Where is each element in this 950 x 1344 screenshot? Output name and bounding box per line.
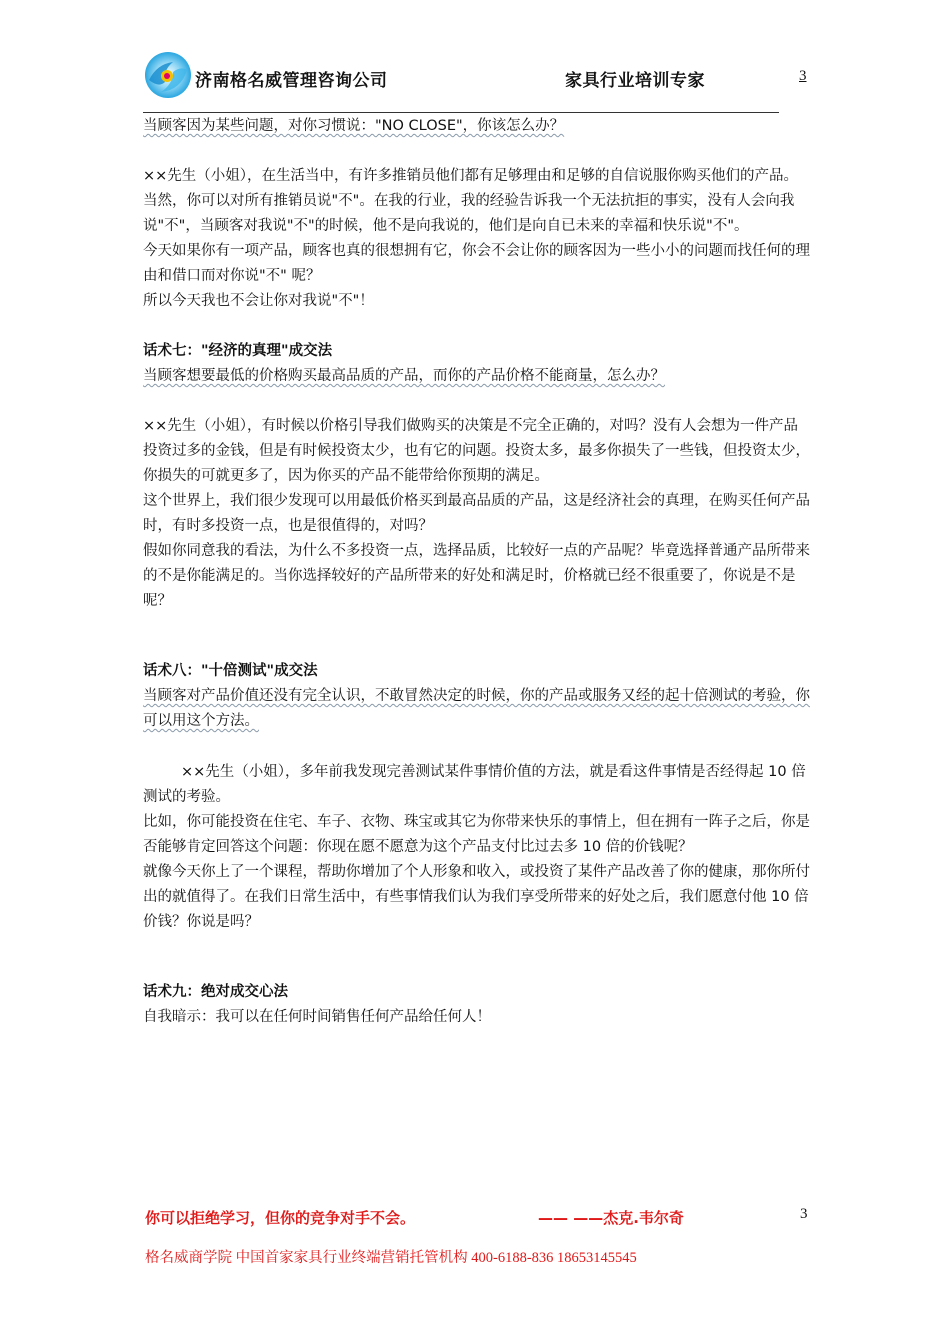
paragraph: 假如你同意我的看法，为什么不多投资一点，选择品质，比较好一点的产品呢？毕竟选择普通产品所带来的不是你能满足的。当你选择较好的产品所带来的好处和满足时，价格就已经不很重要了，你说是不是呢？: [143, 543, 810, 609]
footer-quote: 你可以拒绝学习，但你的竞争对手不会。: [145, 1209, 416, 1227]
footer-contact: 格名威商学院 中国首家家具行业终端营销托管机构 400-6188-836 18653145545: [145, 1250, 637, 1266]
section-intro: 当顾客对产品价值还没有完全认识，不敢冒然决定的时候，你的产品或服务又经的起十倍测试的考验，你可以用这个方法。: [143, 688, 810, 729]
section-title: 话术九：绝对成交心法: [143, 984, 288, 1000]
section-intro: 当顾客想要最低的价格购买最高品质的产品，而你的产品价格不能商量，怎么办？: [143, 368, 665, 384]
paragraph: 这个世界上，我们很少发现可以用最低价格买到最高品质的产品，这是经济社会的真理，在购买任何产品时，有时多投资一点，也是很值得的，对吗？: [143, 493, 810, 534]
header-divider: [143, 112, 779, 113]
paragraph: ××先生（小姐），有时候以价格引导我们做购买的决策是不完全正确的，对吗？没有人会想为一件产品投资过多的金钱，但是有时候投资太少，也有它的问题。投资太多，最多你损失了一些钱，但投资太少，你损失的可就更多了，因为你买的产品不能带给你预期的满足。: [143, 418, 810, 484]
paragraph: 比如，你可能投资在住宅、车子、衣物、珠宝或其它为你带来快乐的事情上，但在拥有一阵子之后，你是否能够肯定回答这个问题：你现在愿不愿意为这个产品支付比过去多 10 倍的价钱呢？: [143, 814, 810, 855]
company-name: 济南格名威管理咨询公司: [195, 71, 388, 91]
document-body: [143, 114, 811, 1030]
footer-quote-author: —— ——杰克.韦尔奇: [538, 1209, 684, 1227]
header-page-number: 3: [799, 68, 807, 84]
paragraph: ××先生（小姐），多年前我发现完善测试某件事情价值的方法，就是看这件事情是否经得起 10 倍测试的考验。: [143, 764, 806, 805]
header-tagline: 家具行业培训专家: [565, 71, 705, 91]
paragraph: 当然，你可以对所有推销员说"不"。在我的行业，我的经验告诉我一个无法抗拒的事实，没有人会向我说"不"，当顾客对我说"不"的时候，他不是向我说的，他们是向自已未来的幸福和快乐说"不"。: [143, 193, 795, 234]
paragraph: 今天如果你有一项产品，顾客也真的很想拥有它，你会不会让你的顾客因为一些小小的问题而找任何的理由和借口而对你说"不" 呢？: [143, 243, 810, 284]
paragraph: ××先生（小姐），在生活当中，有许多推销员他们都有足够理由和足够的自信说服你购买他们的产品。: [143, 168, 799, 184]
company-logo-icon: [143, 50, 193, 100]
paragraph: 所以今天我也不会让你对我说"不"！: [143, 293, 374, 309]
paragraph: 自我暗示：我可以在任何时间销售任何产品给任何人！: [143, 1009, 491, 1025]
page-header: [143, 50, 807, 112]
section-title: 话术八："十倍测试"成交法: [143, 663, 318, 679]
section-title: 话术七："经济的真理"成交法: [143, 343, 333, 359]
footer-page-number: 3: [800, 1206, 808, 1222]
paragraph: 就像今天你上了一个课程，帮助你增加了个人形象和收入，或投资了某件产品改善了你的健康，那你所付出的就值得了。在我们日常生活中，有些事情我们认为我们享受所带来的好处之后，我们愿意付他 10 倍价钱？你说是吗？: [143, 864, 810, 930]
section-intro: 当顾客因为某些问题，对你习惯说："NO CLOSE"，你该怎么办？: [143, 118, 565, 134]
